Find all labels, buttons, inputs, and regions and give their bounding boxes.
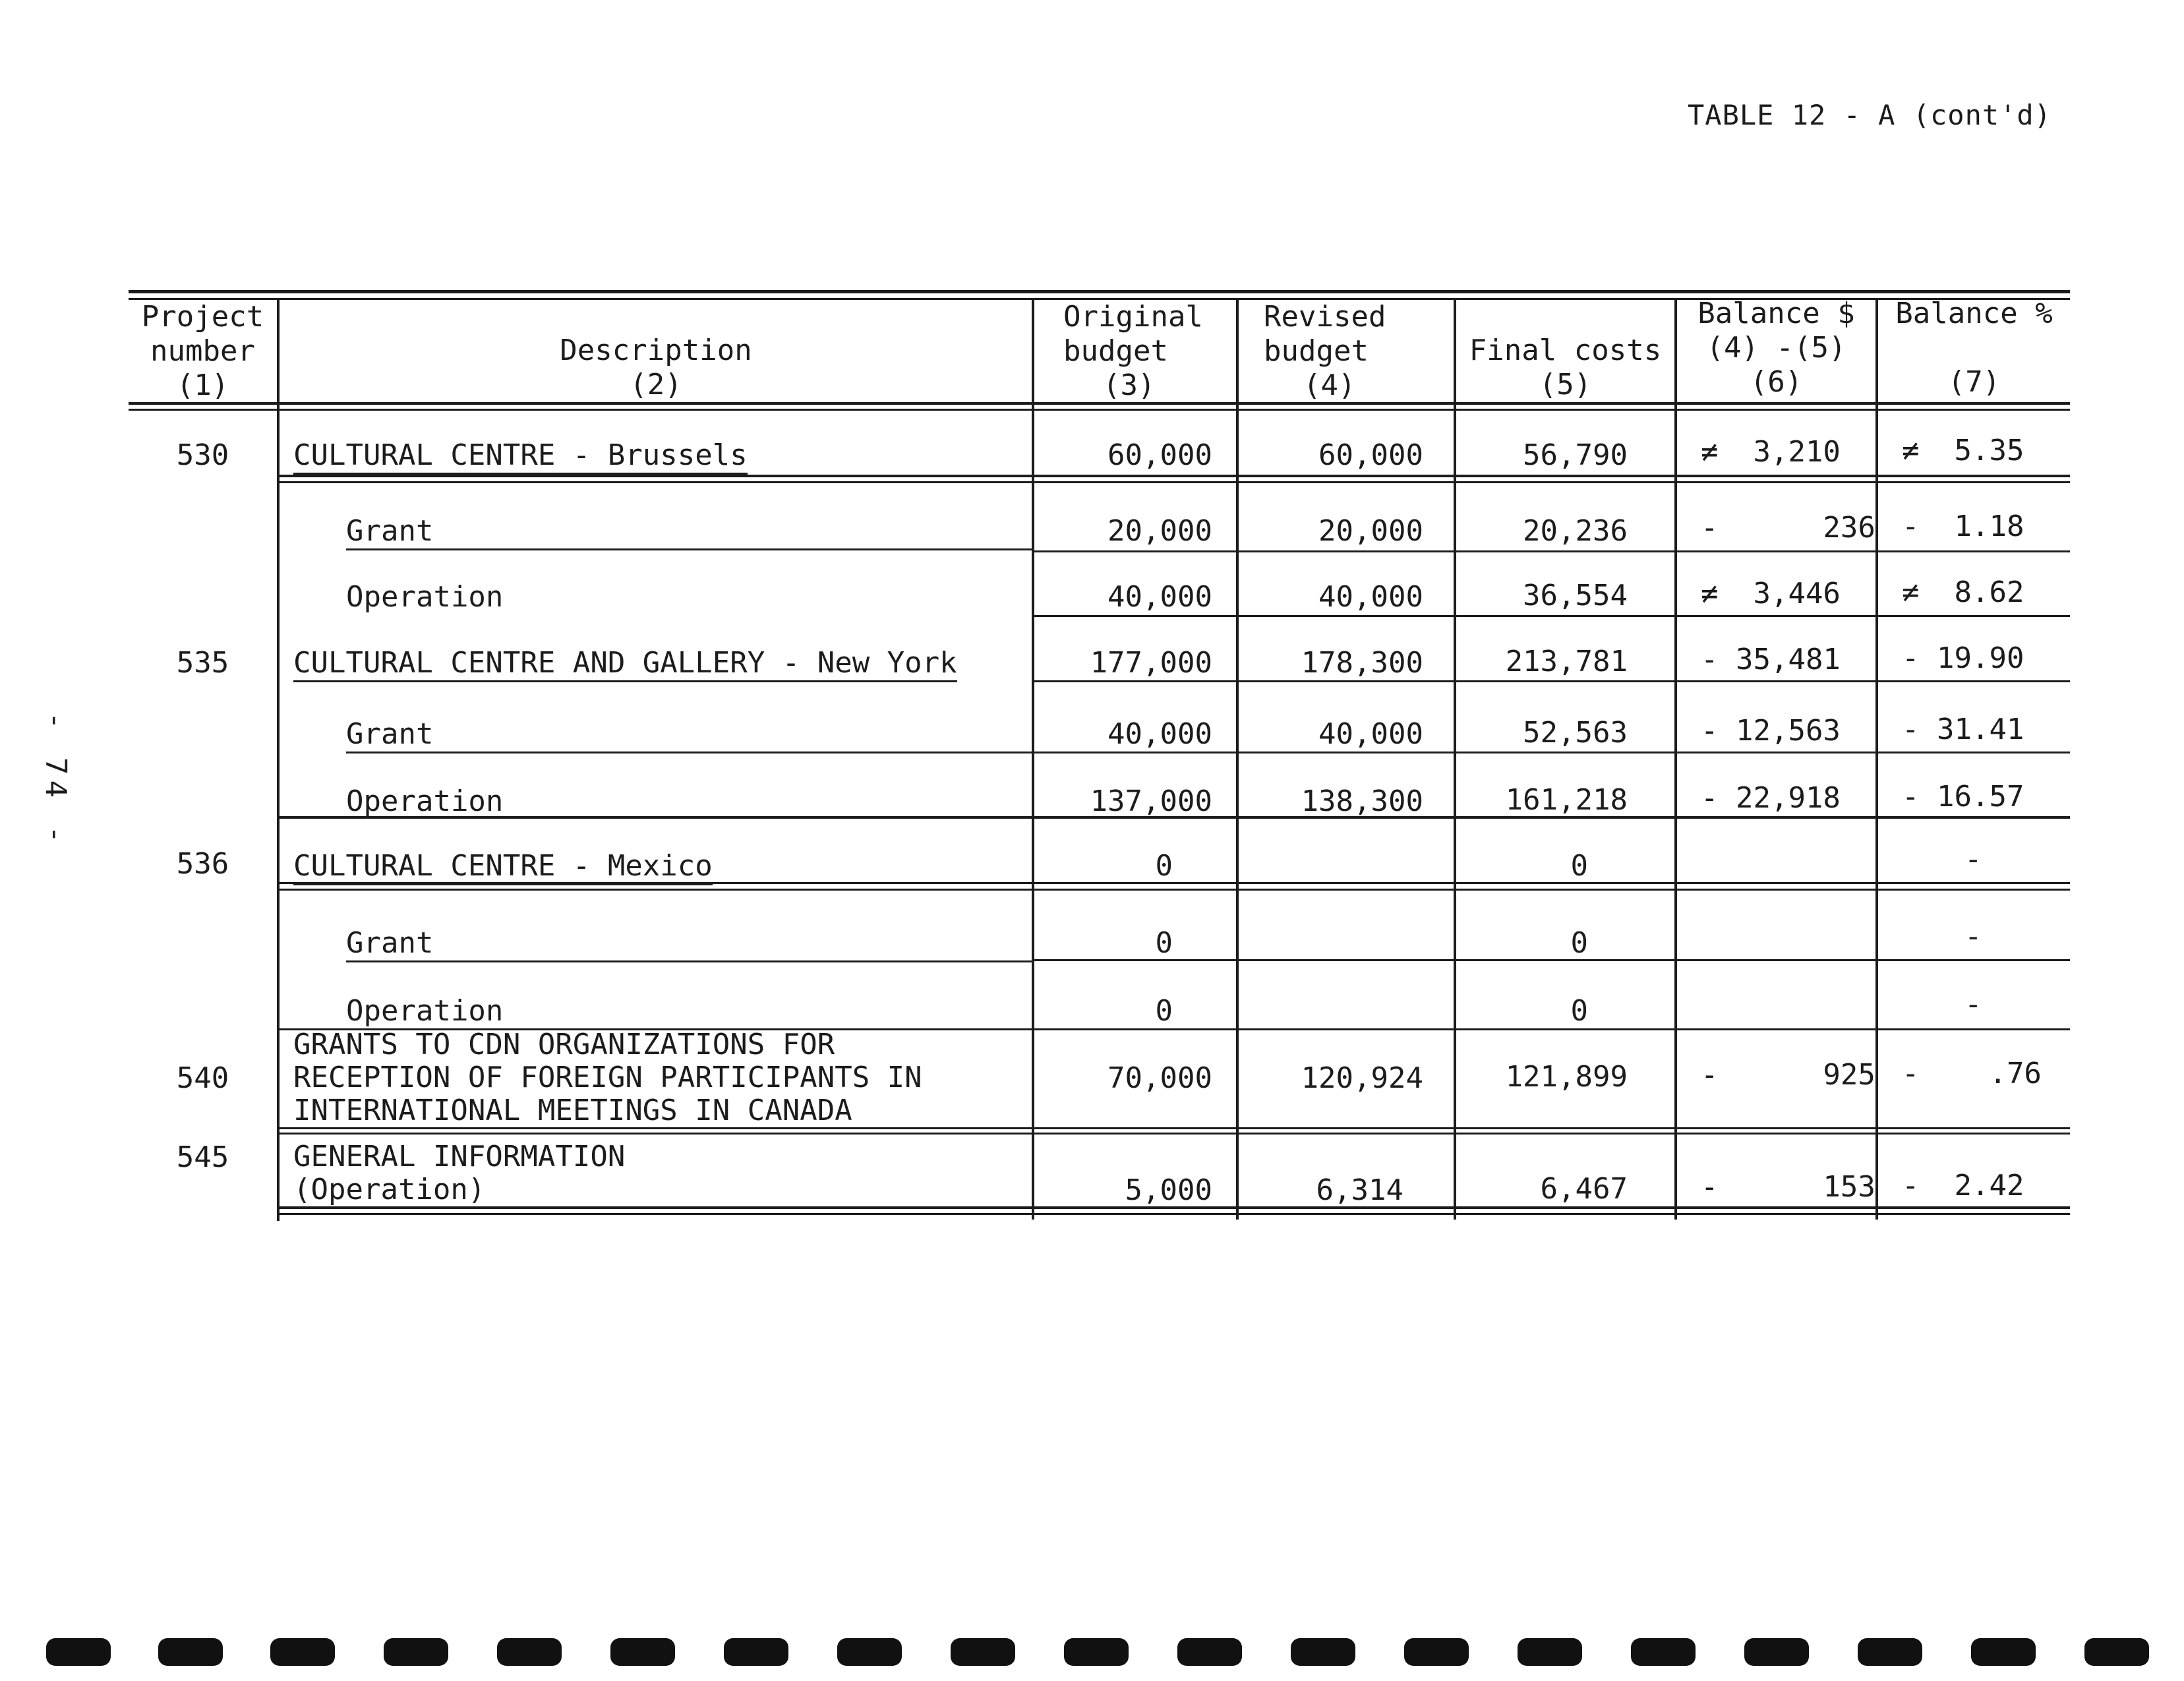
final-costs-cell: 0 [1570,994,1588,1028]
balance-percent-cell: - [1964,842,1982,876]
balance-dollar-cell: - 925 [1701,1058,1875,1092]
balance-dollar-cell: - 12,563 [1701,714,1841,748]
final-costs-cell: 213,781 [1505,645,1628,678]
scan-mark [724,1638,788,1666]
final-costs-cell: 20,236 [1523,514,1628,548]
balance-percent-cell: - 19.90 [1902,641,2024,675]
final-costs-cell: 0 [1570,849,1588,883]
header-final-costs: Final costs (5) [1469,334,1662,401]
budget-table [129,290,2070,1213]
balance-percent-cell: - 1.18 [1902,510,2024,543]
row-description [293,1140,625,1206]
scan-mark [1404,1638,1469,1666]
balance-percent-cell: - [1964,920,1982,953]
balance-dollar-cell: ≠ 3,210 [1701,435,1841,469]
project-number: 536 [176,847,229,881]
scan-mark [1064,1638,1129,1666]
balance-percent-cell: ≠ 5.35 [1902,434,2024,467]
original-budget-cell: 20,000 [1107,514,1212,548]
scan-mark [1291,1638,1355,1666]
page-header: TABLE 12 - A (cont'd) [1688,99,2052,131]
project-number: 535 [176,646,229,680]
scan-edge-marks [46,1638,2156,1671]
balance-dollar-cell: ≠ 3,446 [1701,577,1841,610]
header-balance-dollar: Balance $ (4) -(5) (6) [1697,297,1855,399]
balance-dollar-cell: - 153 [1701,1170,1875,1204]
revised-budget-cell: 60,000 [1318,438,1423,472]
scan-mark [384,1638,448,1666]
revised-budget-cell: 138,300 [1301,784,1423,818]
scan-mark [1744,1638,1809,1666]
row-description: CULTURAL CENTRE - Mexico [293,849,713,885]
header-project-number: Project number (1) [141,300,264,402]
final-costs-cell: 52,563 [1523,716,1628,750]
original-budget-cell: 137,000 [1090,784,1212,818]
original-budget-cell: 40,000 [1107,717,1212,751]
scan-mark [951,1638,1015,1666]
row-description: Operation [346,580,504,614]
scan-mark [270,1638,335,1666]
scan-mark [497,1638,562,1666]
original-budget-cell: 0 [1155,926,1173,960]
header-balance-percent: Balance % (7) [1895,297,2053,399]
original-budget-cell: 177,000 [1090,646,1212,680]
final-costs-cell: 36,554 [1523,579,1628,612]
original-budget-cell: 60,000 [1107,438,1212,472]
final-costs-cell: 56,790 [1523,438,1628,472]
header-revised-budget: Revised budget (4) [1264,300,1386,402]
revised-budget-cell: 40,000 [1318,717,1423,751]
header-original-budget: Original budget (3) [1063,300,1203,402]
project-number: 530 [176,438,229,472]
final-costs-cell: 161,218 [1505,783,1628,817]
original-budget-cell: 40,000 [1107,580,1212,614]
row-description: Operation [346,784,504,818]
row-description: Grant [346,514,1032,550]
scan-mark [1858,1638,1922,1666]
page-number: - 74 - [39,712,73,848]
final-costs-cell: 0 [1570,926,1588,960]
description-line: (Operation) [293,1173,486,1206]
row-description: Grant [346,926,1032,962]
revised-budget-cell: 20,000 [1318,514,1423,548]
original-budget-cell: 0 [1155,849,1173,883]
revised-budget-cell: 120,924 [1301,1061,1423,1095]
scan-mark [1518,1638,1582,1666]
balance-percent-cell: - 2.42 [1902,1169,2024,1202]
scan-mark [2084,1638,2149,1666]
balance-dollar-cell: - 236 [1701,511,1875,545]
description-line: GRANTS TO CDN ORGANIZATIONS FOR [293,1028,835,1061]
description-line: GENERAL INFORMATION [293,1140,626,1173]
project-number: 540 [176,1061,229,1095]
revised-budget-cell: 40,000 [1318,580,1423,614]
scan-mark [610,1638,675,1666]
project-number: 545 [176,1140,229,1174]
balance-dollar-cell: - 35,481 [1701,643,1841,676]
scan-mark [1177,1638,1242,1666]
original-budget-cell: 0 [1155,994,1173,1028]
description-line: RECEPTION OF FOREIGN PARTICIPANTS IN [293,1061,922,1094]
final-costs-cell: 6,467 [1540,1172,1628,1206]
revised-budget-cell: 178,300 [1301,646,1423,680]
balance-dollar-cell: - 22,918 [1701,781,1841,815]
scan-mark [158,1638,223,1666]
scan-mark [46,1638,111,1666]
balance-percent-cell: - 16.57 [1902,780,2024,813]
balance-percent-cell: - [1964,988,1982,1021]
row-description: Grant [346,717,1032,753]
row-description: CULTURAL CENTRE - Brussels [293,438,748,475]
description-line: INTERNATIONAL MEETINGS IN CANADA [293,1094,852,1127]
balance-percent-cell: - 31.41 [1902,713,2024,746]
scan-mark [837,1638,902,1666]
header-description: Description (2) [560,334,752,401]
final-costs-cell: 121,899 [1505,1060,1628,1094]
balance-percent-cell: - .76 [1902,1057,2042,1090]
row-description: Operation [346,994,504,1028]
row-description: CULTURAL CENTRE AND GALLERY - New York [293,646,957,682]
scan-mark [1971,1638,2036,1666]
revised-budget-cell: 6,314 [1316,1173,1403,1207]
scan-mark [1631,1638,1696,1666]
balance-percent-cell: ≠ 8.62 [1902,575,2024,609]
row-description [293,1028,922,1127]
original-budget-cell: 5,000 [1125,1173,1212,1207]
original-budget-cell: 70,000 [1107,1061,1212,1095]
